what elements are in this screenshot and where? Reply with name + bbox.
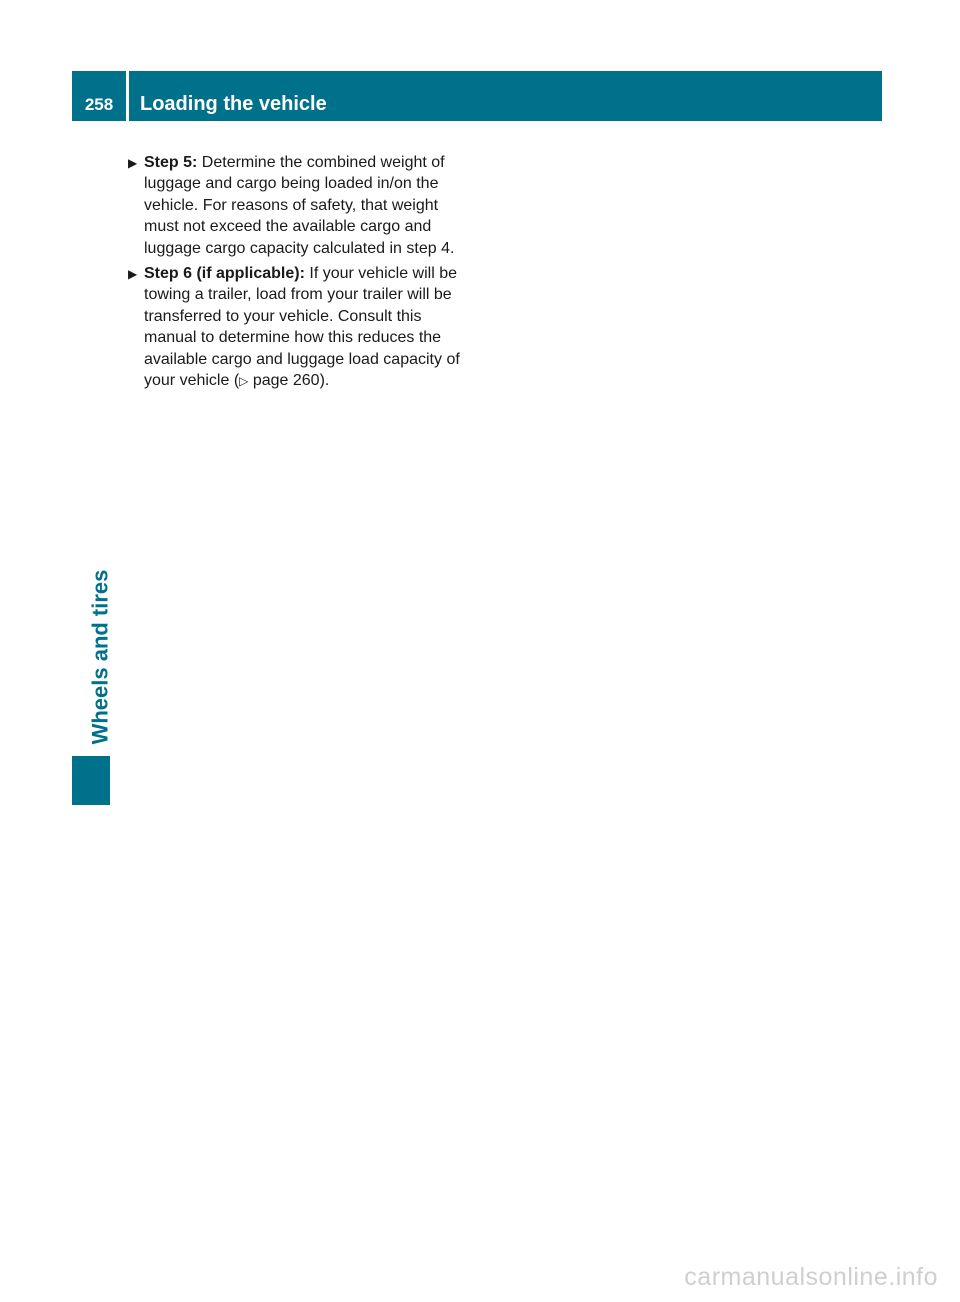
watermark: carmanualsonline.info [684, 1263, 938, 1291]
main-content [126, 152, 466, 396]
section-title: Loading the vehicle [140, 93, 327, 115]
page-number: 258 [84, 95, 114, 114]
step-arrow-icon: ▶ [128, 156, 138, 170]
list-item-step-5 [126, 152, 466, 259]
side-tab-label: Wheels and tires [87, 569, 112, 745]
step-arrow-icon: ▶ [128, 267, 138, 282]
side-tab-marker [72, 756, 110, 805]
header-divider [126, 71, 129, 121]
list-item-step-6 [126, 263, 466, 392]
page-reference-arrow-icon: ▷ [239, 374, 249, 389]
step-text: If your vehicle will be towing a trailer, load from your trailer will be transferred to your vehicle. Consult this manual to determine how this reduces the available cargo and luggage load capacity of your vehicle ( [144, 265, 460, 390]
side-tab [80, 564, 120, 750]
page-reference-link[interactable]: page 260). [252, 372, 330, 390]
step-label: Step 5: [144, 154, 198, 171]
step-text: Determine the combined weight of luggage and cargo being loaded in/on the vehicle. For reasons of safety, that weight must not exceed the available cargo and luggage cargo capacity calculated in step 4. [144, 154, 455, 257]
step-label: Step 6 (if applicable): [144, 265, 305, 283]
